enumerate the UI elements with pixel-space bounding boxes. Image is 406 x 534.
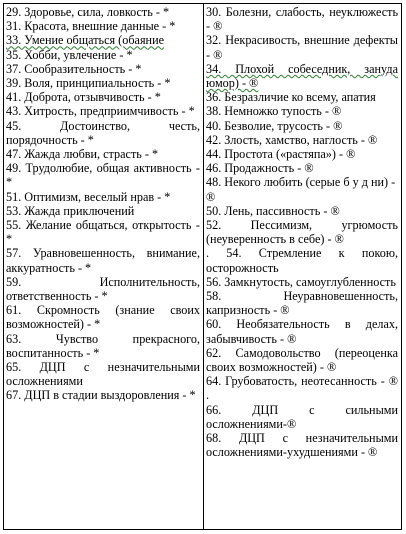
right-entry	[206, 175, 398, 203]
right-entry-text: 48. Некого любить (серые б у д ни) - ®	[206, 175, 396, 204]
left-entry-text: 65. ДЦП с незначительными осложнениями	[6, 360, 200, 389]
right-column-negative-traits	[204, 4, 401, 529]
left-entry	[6, 33, 200, 47]
right-entry	[206, 431, 398, 459]
right-entry-text: 42. Злость, хамство, наглость - ®	[206, 132, 378, 147]
right-entry	[206, 317, 398, 345]
left-entry	[6, 19, 200, 33]
left-entry	[6, 204, 200, 218]
left-entry	[6, 360, 200, 388]
right-entry	[206, 218, 398, 246]
right-entry	[206, 246, 398, 274]
left-entry	[6, 5, 200, 19]
right-entry	[206, 33, 398, 61]
right-entry-text: 58. Неуравновешенность, капризность - ®	[206, 289, 398, 318]
right-entry	[206, 133, 398, 147]
left-entry	[6, 275, 200, 303]
right-entry-text: 50. Лень, пассивность - ®	[206, 203, 340, 218]
left-entry	[6, 218, 200, 246]
left-entry-text: 55. Желание общаться, открытость - *	[6, 218, 200, 247]
left-entry-text: 51. Оптимизм, веселый нрав - *	[6, 189, 171, 204]
right-entry-text: 46. Продажность - ®	[206, 161, 314, 176]
left-entry-text: 49. Трудолюбие, общая активность - *	[6, 161, 200, 190]
right-entry-text: 66. ДЦП с сильными осложнениями-®	[206, 402, 398, 431]
left-entry	[6, 76, 200, 90]
left-entry-text: 31. Красота, внешние данные - *	[6, 19, 176, 34]
left-entry	[6, 62, 200, 76]
right-entry-text: 32. Некрасивость, внешние дефекты - ®	[206, 33, 398, 62]
left-entry	[6, 303, 200, 331]
left-entry	[6, 246, 200, 274]
left-entry-text: 61. Скромность (знание своих возможностей) - *	[6, 303, 200, 332]
left-entry	[6, 388, 200, 402]
left-column-positive-traits	[4, 4, 204, 529]
right-entry	[206, 161, 398, 175]
left-entry-text: 41. Доброта, отзывчивость - *	[6, 90, 161, 105]
right-entry	[206, 62, 398, 90]
right-entry-text: 40. Безволие, трусость - ®	[206, 118, 343, 133]
left-entry-text: 67. ДЦП в стадии выздоровления - *	[6, 388, 196, 403]
left-entry-text: 29. Здоровье, сила, ловкость - *	[6, 5, 170, 19]
left-entry	[6, 90, 200, 104]
left-entry-text: 39. Воля, принципиальность - *	[6, 76, 171, 91]
left-entry-text: 35. Хобби, увлечение - *	[6, 47, 133, 62]
left-entry	[6, 104, 200, 118]
right-entry	[206, 289, 398, 317]
right-entry	[206, 204, 398, 218]
right-entry	[206, 147, 398, 161]
left-entry-text: 33. Умение общаться (обаяние	[6, 33, 165, 48]
left-entry-text: 53. Жажда приключений	[6, 203, 135, 218]
right-entry	[206, 374, 398, 402]
left-entry	[6, 161, 200, 189]
left-entry	[6, 119, 200, 147]
left-entry-text: 37. Сообразительность - *	[6, 61, 142, 76]
left-entry-text: 43. Хитрость, предприимчивость - *	[6, 104, 195, 119]
right-entry-text: 60. Необязательность в делах, забывчивость - ®	[206, 317, 398, 346]
right-entry-text: 36. Безразличие ко всему, апатия	[206, 90, 376, 105]
left-entry-text: 59. Исполнительность, ответственность - *	[6, 274, 200, 304]
right-entry-text: 64. Грубоватость, неотесанность - ® .	[206, 374, 398, 403]
right-entry	[206, 275, 398, 289]
right-entry	[206, 346, 398, 374]
two-column-table	[3, 3, 402, 530]
right-entry-text: 44. Простота («растяпа») - ®	[206, 147, 356, 162]
right-entry-text: 34. Плохой собеседник, зануда юмор) - ®	[206, 61, 398, 91]
left-entry-text: 45. Достоинство, честь, порядочность - *	[6, 118, 200, 147]
right-entry-text: 30. Болезни, слабость, неуклюжесть - ®	[206, 5, 398, 34]
left-entry	[6, 147, 200, 161]
left-entry-text: 57. Уравновешенность, внимание, аккуратность - *	[6, 246, 200, 275]
right-entry-text: 62. Самодовольство (переоценка своих возможностей) - ®	[206, 345, 398, 375]
left-entry	[6, 190, 200, 204]
right-entry-text: 38. Немножко тупость - ®	[206, 104, 342, 119]
right-entry	[206, 104, 398, 118]
left-entry	[6, 332, 200, 360]
right-entry-text: 56. Замкнутость, самоуглубленность	[206, 274, 396, 289]
left-entry-text: 63. Чувство прекрасного, воспитанность - *	[6, 331, 200, 360]
right-entry-text: 52. Пессимизм, угрюмость (неуверенность в себе) - ®	[206, 218, 398, 247]
right-entry-text: 68. ДЦП с незначительными осложнениями-ухудшениями - ®	[206, 431, 398, 460]
left-entry-text: 47. Жажда любви, страсть - *	[6, 147, 159, 162]
right-entry-text: . 54. Стремление к покою, осторожность	[206, 246, 398, 275]
right-entry	[206, 5, 398, 33]
right-entry	[206, 119, 398, 133]
right-entry	[206, 90, 398, 104]
right-entry	[206, 403, 398, 431]
left-entry	[6, 48, 200, 62]
